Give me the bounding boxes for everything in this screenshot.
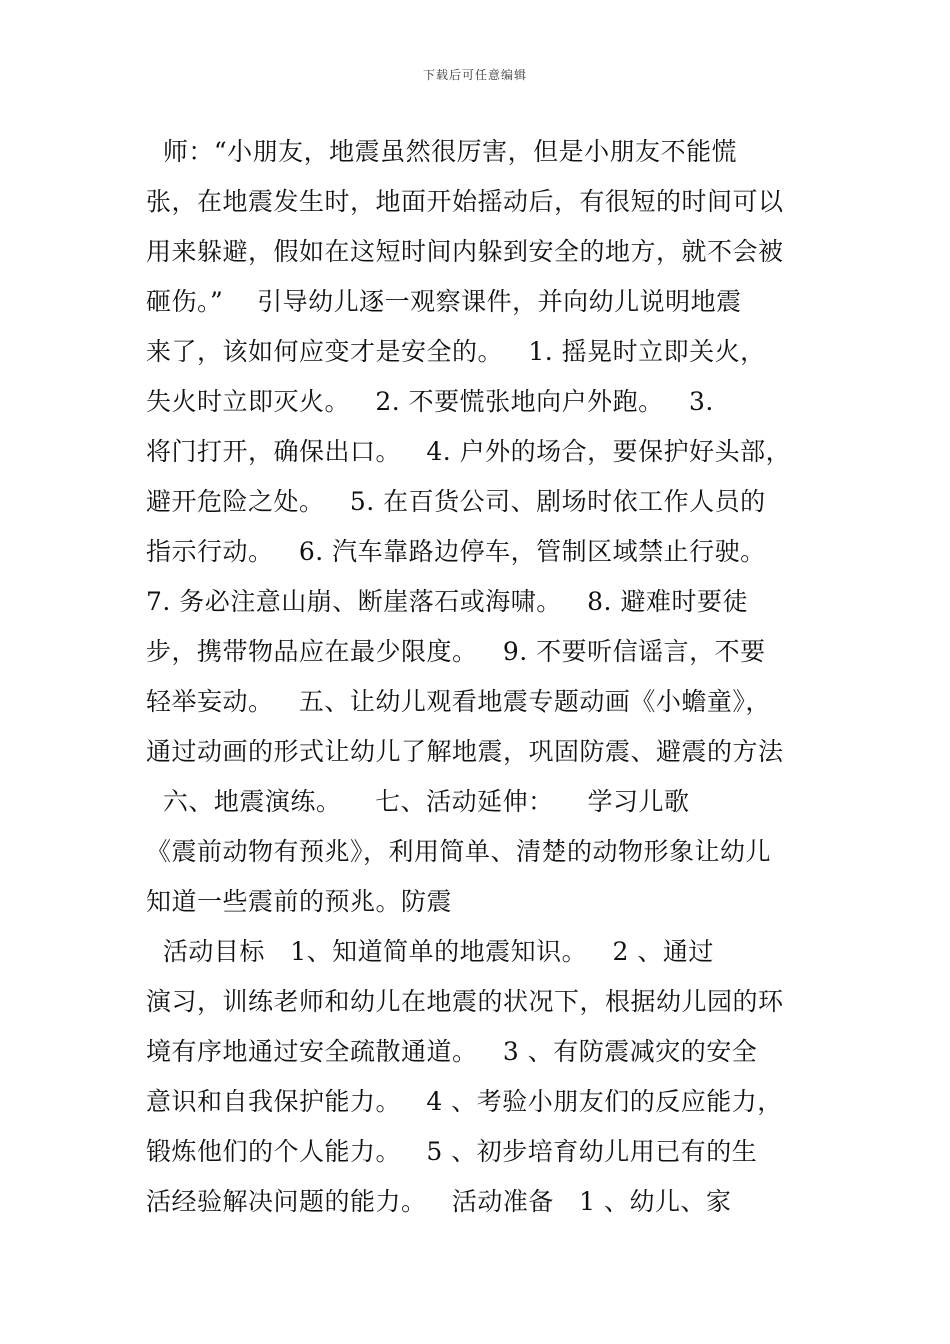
text-line: 《震前动物有预兆》，利用简单、清楚的动物形象让幼儿 [146,837,772,866]
text-line: 来了，该如何应变才是安全的。 1. 摇晃时立即关火， [146,337,766,366]
text-line: 境有序地通过安全疏散通道。 3 、有防震减灾的安全 [146,1037,758,1066]
text-line: 活经验解决问题的能力。 活动准备 1 、幼儿、家 [146,1187,732,1216]
text-line: 意识和自我保护能力。 4 、考验小朋友们的反应能力， [146,1087,783,1116]
text-line: 将门打开，确保出口。 4. 户外的场合，要保护好头部， [146,437,792,466]
text-line: 通过动画的形式让幼儿了解地震，巩固防震、避震的方法 [146,737,784,766]
text-line: 避开危险之处。 5. 在百货公司、剧场时依工作人员的 [146,487,766,516]
text-line: 用来躲避，假如在这短时间内躲到安全的地方，就不会被 [146,237,784,266]
text-line: 指示行动。 6. 汽车靠路边停车，管制区域禁止行驶。 [146,537,766,566]
text-line: 师：“小朋友，地震虽然很厉害，但是小朋友不能慌 [146,137,738,166]
page-header: 下载后可任意编辑 [422,68,527,82]
paragraph-earthquake-guidance [146,127,826,927]
text-line: 六、地震演练。 七、活动延伸： 学习儿歌 [146,787,690,816]
paragraph-activity-goals [146,927,826,1227]
text-line: 步，携带物品应在最少限度。 9. 不要听信谣言，不要 [146,637,766,666]
text-line: 锻炼他们的个人能力。 5 、初步培育幼儿用已有的生 [146,1137,758,1166]
text-line: 失火时立即灭火。 2. 不要慌张地向户外跑。 3. [146,387,714,416]
text-line: 轻举妄动。 五、让幼儿观看地震专题动画《小蟾童》， [146,687,771,716]
text-line: 演习，训练老师和幼儿在地震的状况下，根据幼儿园的环 [146,987,784,1016]
text-line: 7. 务必注意山崩、断崖落石或海啸。 8. 避难时要徒 [146,587,748,616]
text-line: 活动目标 1、知道简单的地震知识。 2 、通过 [146,937,714,966]
text-line: 张，在地震发生时，地面开始摇动后，有很短的时间可以 [146,187,784,216]
text-line: 砸伤。” 引导幼儿逐一观察课件，并向幼儿说明地震 [146,287,742,316]
text-line: 知道一些震前的预兆。防震 [146,887,453,916]
